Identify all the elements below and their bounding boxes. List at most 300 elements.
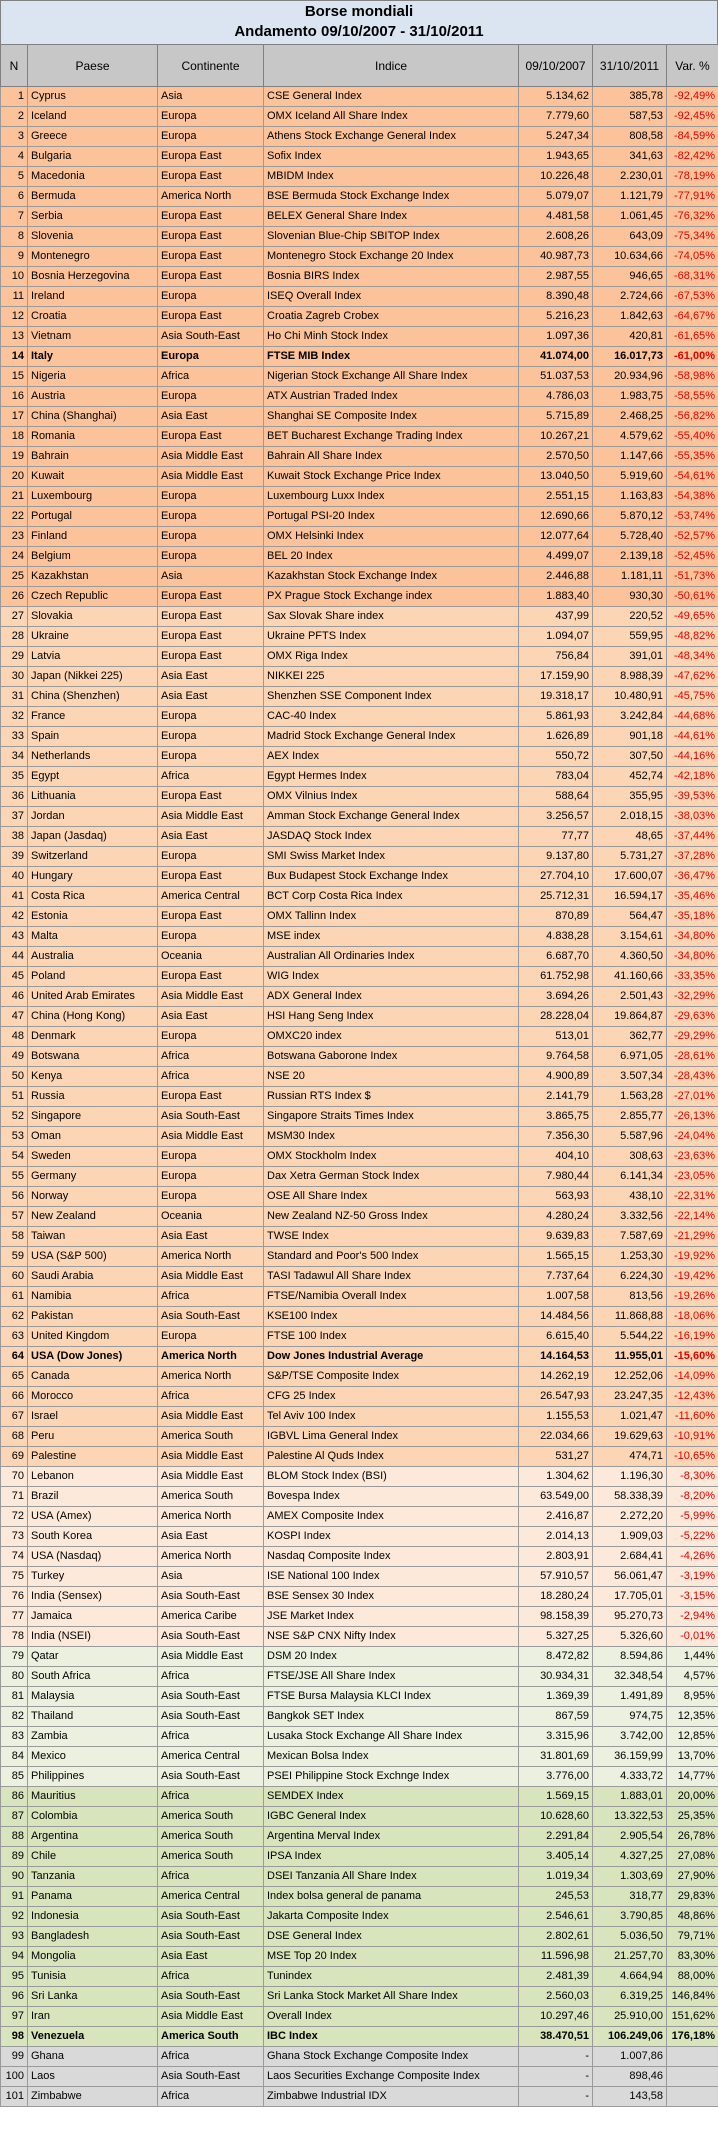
table-row — [1, 1367, 718, 1387]
cell-indice: Bovespa Index — [264, 1487, 519, 1507]
cell-indice: CFG 25 Index — [264, 1387, 519, 1407]
table-row — [1, 1247, 718, 1267]
cell-paese: Vietnam — [28, 327, 158, 347]
cell-n: 18 — [1, 427, 28, 447]
cell-value-2007: 4.280,24 — [519, 1207, 593, 1227]
cell-value-2011: 4.327,25 — [593, 1847, 667, 1867]
cell-indice: OMX Iceland All Share Index — [264, 107, 519, 127]
cell-indice: ADX General Index — [264, 987, 519, 1007]
cell-var-pct: -16,19% — [667, 1327, 718, 1347]
table-row — [1, 467, 718, 487]
cell-var-pct: -53,74% — [667, 507, 718, 527]
cell-value-2007: 22.034,66 — [519, 1427, 593, 1447]
cell-value-2011: 4.664,94 — [593, 1967, 667, 1987]
cell-value-2011: 21.257,70 — [593, 1947, 667, 1967]
cell-var-pct: -0,01% — [667, 1627, 718, 1647]
cell-paese: Singapore — [28, 1107, 158, 1127]
cell-n: 15 — [1, 367, 28, 387]
cell-paese: Lithuania — [28, 787, 158, 807]
table-row — [1, 607, 718, 627]
cell-indice: Argentina Merval Index — [264, 1827, 519, 1847]
cell-indice: Kuwait Stock Exchange Price Index — [264, 467, 519, 487]
cell-paese: Russia — [28, 1087, 158, 1107]
cell-indice: New Zealand NZ-50 Gross Index — [264, 1207, 519, 1227]
cell-n: 44 — [1, 947, 28, 967]
cell-paese: France — [28, 707, 158, 727]
cell-n: 47 — [1, 1007, 28, 1027]
cell-value-2011: 5.731,27 — [593, 847, 667, 867]
cell-value-2007: 3.405,14 — [519, 1847, 593, 1867]
cell-value-2011: 420,81 — [593, 327, 667, 347]
cell-continente: America South — [158, 1807, 264, 1827]
cell-indice: FTSE Bursa Malaysia KLCI Index — [264, 1687, 519, 1707]
cell-indice: KSE100 Index — [264, 1307, 519, 1327]
cell-indice: JSE Market Index — [264, 1607, 519, 1627]
cell-continente: America South — [158, 1847, 264, 1867]
table-row — [1, 347, 718, 367]
cell-n: 33 — [1, 727, 28, 747]
cell-indice: ATX Austrian Traded Index — [264, 387, 519, 407]
cell-value-2011: 3.154,61 — [593, 927, 667, 947]
cell-n: 100 — [1, 2067, 28, 2087]
cell-value-2007: 9.639,83 — [519, 1227, 593, 1247]
cell-continente: Europa — [158, 847, 264, 867]
cell-indice: NIKKEI 225 — [264, 667, 519, 687]
cell-value-2007: 1.304,62 — [519, 1467, 593, 1487]
cell-continente: America South — [158, 1487, 264, 1507]
cell-paese: Pakistan — [28, 1307, 158, 1327]
cell-continente: Africa — [158, 1047, 264, 1067]
cell-indice: NSE 20 — [264, 1067, 519, 1087]
cell-indice: Portugal PSI-20 Index — [264, 507, 519, 527]
cell-value-2007: 8.390,48 — [519, 287, 593, 307]
cell-value-2007: 12.077,64 — [519, 527, 593, 547]
cell-n: 87 — [1, 1807, 28, 1827]
cell-n: 73 — [1, 1527, 28, 1547]
cell-value-2011: 1.563,28 — [593, 1087, 667, 1107]
table-row — [1, 1887, 718, 1907]
cell-paese: Chile — [28, 1847, 158, 1867]
cell-indice: Bahrain All Share Index — [264, 447, 519, 467]
cell-continente: Asia South-East — [158, 1907, 264, 1927]
cell-value-2011: 1.883,01 — [593, 1787, 667, 1807]
cell-paese: Saudi Arabia — [28, 1267, 158, 1287]
table-row — [1, 747, 718, 767]
cell-value-2007: 5.327,25 — [519, 1627, 593, 1647]
cell-value-2007: 14.164,53 — [519, 1347, 593, 1367]
cell-value-2007: 7.356,30 — [519, 1127, 593, 1147]
page-subtitle: Andamento 09/10/2007 - 31/10/2011 — [234, 23, 484, 40]
cell-n: 9 — [1, 247, 28, 267]
cell-indice: ISE National 100 Index — [264, 1567, 519, 1587]
cell-paese: Qatar — [28, 1647, 158, 1667]
cell-indice: Australian All Ordinaries Index — [264, 947, 519, 967]
table-row — [1, 707, 718, 727]
cell-value-2011: 4.333,72 — [593, 1767, 667, 1787]
cell-continente: Asia East — [158, 1947, 264, 1967]
cell-value-2007: 3.315,96 — [519, 1727, 593, 1747]
cell-continente: Asia East — [158, 1227, 264, 1247]
cell-n: 79 — [1, 1647, 28, 1667]
cell-var-pct — [667, 2087, 718, 2107]
cell-n: 91 — [1, 1887, 28, 1907]
cell-value-2011: 36.159,99 — [593, 1747, 667, 1767]
cell-value-2007: 1.565,15 — [519, 1247, 593, 1267]
cell-continente: Asia South-East — [158, 327, 264, 347]
cell-value-2011: 1.253,30 — [593, 1247, 667, 1267]
cell-var-pct: -29,29% — [667, 1027, 718, 1047]
cell-var-pct: -26,13% — [667, 1107, 718, 1127]
cell-paese: Palestine — [28, 1447, 158, 1467]
cell-continente: America North — [158, 187, 264, 207]
cell-n: 90 — [1, 1867, 28, 1887]
cell-var-pct: -56,82% — [667, 407, 718, 427]
cell-indice: Luxembourg Luxx Index — [264, 487, 519, 507]
cell-paese: Iceland — [28, 107, 158, 127]
cell-continente: Asia East — [158, 407, 264, 427]
cell-var-pct: 12,35% — [667, 1707, 718, 1727]
cell-value-2011: 1.121,79 — [593, 187, 667, 207]
cell-continente: Europa East — [158, 907, 264, 927]
cell-var-pct: -76,32% — [667, 207, 718, 227]
cell-n: 53 — [1, 1127, 28, 1147]
cell-continente: America North — [158, 1347, 264, 1367]
cell-continente: Africa — [158, 367, 264, 387]
cell-value-2007: - — [519, 2067, 593, 2087]
cell-paese: Tunisia — [28, 1967, 158, 1987]
cell-indice: BSE Bermuda Stock Exchange Index — [264, 187, 519, 207]
table-row — [1, 987, 718, 1007]
cell-var-pct: -75,34% — [667, 227, 718, 247]
cell-continente: Europa — [158, 507, 264, 527]
cell-indice: Lusaka Stock Exchange All Share Index — [264, 1727, 519, 1747]
cell-paese: Bulgaria — [28, 147, 158, 167]
cell-indice: CAC-40 Index — [264, 707, 519, 727]
cell-var-pct: -44,68% — [667, 707, 718, 727]
cell-continente: Africa — [158, 1787, 264, 1807]
cell-paese: Kuwait — [28, 467, 158, 487]
cell-value-2007: 1.155,53 — [519, 1407, 593, 1427]
cell-paese: South Africa — [28, 1667, 158, 1687]
cell-continente: Asia South-East — [158, 1767, 264, 1787]
cell-paese: USA (Dow Jones) — [28, 1347, 158, 1367]
cell-indice: CSE General Index — [264, 87, 519, 107]
cell-n: 10 — [1, 267, 28, 287]
table-row — [1, 1467, 718, 1487]
cell-n: 69 — [1, 1447, 28, 1467]
cell-value-2007: 5.216,23 — [519, 307, 593, 327]
cell-value-2007: 1.883,40 — [519, 587, 593, 607]
cell-value-2011: 355,95 — [593, 787, 667, 807]
cell-n: 67 — [1, 1407, 28, 1427]
cell-n: 35 — [1, 767, 28, 787]
cell-var-pct: -8,30% — [667, 1467, 718, 1487]
page-title: Borse mondiali — [304, 3, 414, 20]
cell-continente: Asia East — [158, 667, 264, 687]
cell-paese: Zimbabwe — [28, 2087, 158, 2107]
cell-continente: Europa — [158, 1027, 264, 1047]
cell-continente: Europa — [158, 127, 264, 147]
table-row — [1, 1627, 718, 1647]
cell-paese: Ghana — [28, 2047, 158, 2067]
cell-continente: Europa — [158, 1167, 264, 1187]
cell-continente: Africa — [158, 1727, 264, 1747]
table-row — [1, 1747, 718, 1767]
cell-var-pct: -21,29% — [667, 1227, 718, 1247]
cell-var-pct: -2,94% — [667, 1607, 718, 1627]
cell-indice: BELEX General Share Index — [264, 207, 519, 227]
table-row — [1, 507, 718, 527]
cell-var-pct: -48,34% — [667, 647, 718, 667]
cell-paese: Canada — [28, 1367, 158, 1387]
cell-value-2011: 8.594,86 — [593, 1647, 667, 1667]
cell-paese: Bangladesh — [28, 1927, 158, 1947]
cell-n: 38 — [1, 827, 28, 847]
cell-value-2007: 2.560,03 — [519, 1987, 593, 2007]
cell-paese: Bermuda — [28, 187, 158, 207]
cell-indice: Mexican Bolsa Index — [264, 1747, 519, 1767]
table-row — [1, 787, 718, 807]
cell-value-2011: 4.360,50 — [593, 947, 667, 967]
col-header-2007: 09/10/2007 — [519, 45, 593, 87]
cell-continente: Europa East — [158, 967, 264, 987]
cell-continente: America North — [158, 1367, 264, 1387]
cell-value-2007: 2.546,61 — [519, 1907, 593, 1927]
cell-continente: Europa East — [158, 147, 264, 167]
table-row — [1, 167, 718, 187]
table-row — [1, 927, 718, 947]
cell-var-pct: -8,20% — [667, 1487, 718, 1507]
cell-value-2011: 2.272,20 — [593, 1507, 667, 1527]
cell-continente: Asia East — [158, 687, 264, 707]
cell-value-2011: 11.955,01 — [593, 1347, 667, 1367]
table-row — [1, 1167, 718, 1187]
cell-var-pct: 1,44% — [667, 1647, 718, 1667]
cell-indice: SMI Swiss Market Index — [264, 847, 519, 867]
table-row — [1, 1347, 718, 1367]
cell-indice: Laos Securities Exchange Composite Index — [264, 2067, 519, 2087]
cell-n: 5 — [1, 167, 28, 187]
cell-continente: Europa East — [158, 607, 264, 627]
cell-value-2007: 404,10 — [519, 1147, 593, 1167]
cell-n: 4 — [1, 147, 28, 167]
cell-paese: United Kingdom — [28, 1327, 158, 1347]
cell-paese: Austria — [28, 387, 158, 407]
cell-value-2011: 48,65 — [593, 827, 667, 847]
cell-indice: Amman Stock Exchange General Index — [264, 807, 519, 827]
table-row — [1, 1647, 718, 1667]
cell-value-2007: 513,01 — [519, 1027, 593, 1047]
cell-var-pct: -24,04% — [667, 1127, 718, 1147]
cell-value-2011: 341,63 — [593, 147, 667, 167]
cell-var-pct: 151,62% — [667, 2007, 718, 2027]
cell-var-pct: 4,57% — [667, 1667, 718, 1687]
cell-indice: Overall Index — [264, 2007, 519, 2027]
cell-continente: Asia East — [158, 1007, 264, 1027]
cell-indice: OMX Riga Index — [264, 647, 519, 667]
cell-paese: China (Shenzhen) — [28, 687, 158, 707]
cell-value-2007: 2.551,15 — [519, 487, 593, 507]
cell-continente: America South — [158, 1827, 264, 1847]
cell-value-2007: 4.499,07 — [519, 547, 593, 567]
col-header-indice: Indice — [264, 45, 519, 87]
cell-var-pct: -34,80% — [667, 947, 718, 967]
cell-paese: Jamaica — [28, 1607, 158, 1627]
cell-value-2011: 56.061,47 — [593, 1567, 667, 1587]
cell-continente: Europa — [158, 927, 264, 947]
cell-var-pct — [667, 2067, 718, 2087]
cell-value-2011: 2.501,43 — [593, 987, 667, 1007]
cell-value-2011: 2.905,54 — [593, 1827, 667, 1847]
cell-indice: Tel Aviv 100 Index — [264, 1407, 519, 1427]
table-row — [1, 1427, 718, 1447]
cell-paese: China (Shanghai) — [28, 407, 158, 427]
cell-indice: OSE All Share Index — [264, 1187, 519, 1207]
cell-value-2007: 31.801,69 — [519, 1747, 593, 1767]
cell-indice: NSE S&P CNX Nifty Index — [264, 1627, 519, 1647]
cell-indice: FTSE/JSE All Share Index — [264, 1667, 519, 1687]
cell-indice: Slovenian Blue-Chip SBITOP Index — [264, 227, 519, 247]
cell-value-2007: 2.570,50 — [519, 447, 593, 467]
cell-var-pct: 176,18% — [667, 2027, 718, 2047]
cell-value-2007: 77,77 — [519, 827, 593, 847]
cell-indice: BET Bucharest Exchange Trading Index — [264, 427, 519, 447]
cell-continente: Europa — [158, 547, 264, 567]
cell-indice: IGBVL Lima General Index — [264, 1427, 519, 1447]
cell-paese: Bosnia Herzegovina — [28, 267, 158, 287]
cell-value-2007: 1.094,07 — [519, 627, 593, 647]
cell-var-pct: -52,45% — [667, 547, 718, 567]
table-row — [1, 1827, 718, 1847]
table-row — [1, 287, 718, 307]
cell-value-2007: 7.737,64 — [519, 1267, 593, 1287]
cell-indice: JASDAQ Stock Index — [264, 827, 519, 847]
cell-value-2007: 63.549,00 — [519, 1487, 593, 1507]
cell-continente: Europa — [158, 107, 264, 127]
cell-var-pct: -19,92% — [667, 1247, 718, 1267]
cell-value-2007: 30.934,31 — [519, 1667, 593, 1687]
cell-value-2007: - — [519, 2087, 593, 2107]
table-row — [1, 2067, 718, 2087]
cell-indice: IGBC General Index — [264, 1807, 519, 1827]
cell-value-2011: 41.160,66 — [593, 967, 667, 987]
table-row — [1, 207, 718, 227]
cell-value-2011: 95.270,73 — [593, 1607, 667, 1627]
cell-n: 83 — [1, 1727, 28, 1747]
cell-var-pct: -19,42% — [667, 1267, 718, 1287]
cell-value-2007: 2.803,91 — [519, 1547, 593, 1567]
cell-paese: Ukraine — [28, 627, 158, 647]
table-row — [1, 2007, 718, 2027]
table-row — [1, 587, 718, 607]
cell-value-2007: 4.838,28 — [519, 927, 593, 947]
cell-indice: Standard and Poor's 500 Index — [264, 1247, 519, 1267]
cell-n: 7 — [1, 207, 28, 227]
cell-value-2007: 437,99 — [519, 607, 593, 627]
cell-paese: USA (S&P 500) — [28, 1247, 158, 1267]
cell-var-pct: 83,30% — [667, 1947, 718, 1967]
cell-paese: Macedonia — [28, 167, 158, 187]
table-row — [1, 307, 718, 327]
cell-paese: Kazakhstan — [28, 567, 158, 587]
cell-var-pct: -5,22% — [667, 1527, 718, 1547]
cell-continente: America Central — [158, 887, 264, 907]
cell-continente: Asia — [158, 87, 264, 107]
cell-continente: America South — [158, 1427, 264, 1447]
cell-value-2011: 4.579,62 — [593, 427, 667, 447]
cell-var-pct: -61,65% — [667, 327, 718, 347]
cell-value-2007: 9.137,80 — [519, 847, 593, 867]
cell-continente: Europa East — [158, 627, 264, 647]
cell-indice: Bosnia BIRS Index — [264, 267, 519, 287]
cell-continente: Asia Middle East — [158, 447, 264, 467]
cell-value-2007: 2.291,84 — [519, 1827, 593, 1847]
cell-value-2011: 13.322,53 — [593, 1807, 667, 1827]
cell-value-2011: 5.870,12 — [593, 507, 667, 527]
cell-var-pct: -28,43% — [667, 1067, 718, 1087]
cell-var-pct: 8,95% — [667, 1687, 718, 1707]
cell-var-pct: -55,35% — [667, 447, 718, 467]
cell-value-2011: 307,50 — [593, 747, 667, 767]
cell-continente: Europa East — [158, 1087, 264, 1107]
cell-indice: IBC Index — [264, 2027, 519, 2047]
cell-value-2007: 14.484,56 — [519, 1307, 593, 1327]
cell-n: 96 — [1, 1987, 28, 2007]
cell-value-2007: 1.007,58 — [519, 1287, 593, 1307]
cell-value-2007: 1.369,39 — [519, 1687, 593, 1707]
cell-paese: Mauritius — [28, 1787, 158, 1807]
cell-n: 80 — [1, 1667, 28, 1687]
cell-n: 41 — [1, 887, 28, 907]
cell-value-2011: 901,18 — [593, 727, 667, 747]
cell-paese: Namibia — [28, 1287, 158, 1307]
cell-value-2011: 1.983,75 — [593, 387, 667, 407]
table-row — [1, 267, 718, 287]
cell-indice: BEL 20 Index — [264, 547, 519, 567]
cell-n: 54 — [1, 1147, 28, 1167]
cell-var-pct: 79,71% — [667, 1927, 718, 1947]
cell-value-2007: 6.687,70 — [519, 947, 593, 967]
table-row — [1, 1387, 718, 1407]
header-row — [1, 45, 718, 87]
cell-value-2011: 23.247,35 — [593, 1387, 667, 1407]
cell-value-2007: 4.786,03 — [519, 387, 593, 407]
cell-paese: Norway — [28, 1187, 158, 1207]
cell-n: 58 — [1, 1227, 28, 1247]
cell-value-2007: 563,93 — [519, 1187, 593, 1207]
cell-n: 59 — [1, 1247, 28, 1267]
cell-paese: China (Hong Kong) — [28, 1007, 158, 1027]
cell-paese: Estonia — [28, 907, 158, 927]
cell-value-2011: 2.855,77 — [593, 1107, 667, 1127]
cell-var-pct: -36,47% — [667, 867, 718, 887]
cell-value-2011: 10.480,91 — [593, 687, 667, 707]
table-row — [1, 1967, 718, 1987]
cell-paese: Brazil — [28, 1487, 158, 1507]
cell-var-pct: 26,78% — [667, 1827, 718, 1847]
table-row — [1, 1587, 718, 1607]
cell-value-2007: 3.694,26 — [519, 987, 593, 1007]
cell-value-2011: 5.036,50 — [593, 1927, 667, 1947]
cell-value-2011: 17.600,07 — [593, 867, 667, 887]
cell-indice: OMXC20 index — [264, 1027, 519, 1047]
cell-indice: OMX Tallinn Index — [264, 907, 519, 927]
cell-paese: Egypt — [28, 767, 158, 787]
cell-var-pct: -58,55% — [667, 387, 718, 407]
cell-n: 65 — [1, 1367, 28, 1387]
cell-indice: BLOM Stock Index (BSI) — [264, 1467, 519, 1487]
cell-n: 45 — [1, 967, 28, 987]
